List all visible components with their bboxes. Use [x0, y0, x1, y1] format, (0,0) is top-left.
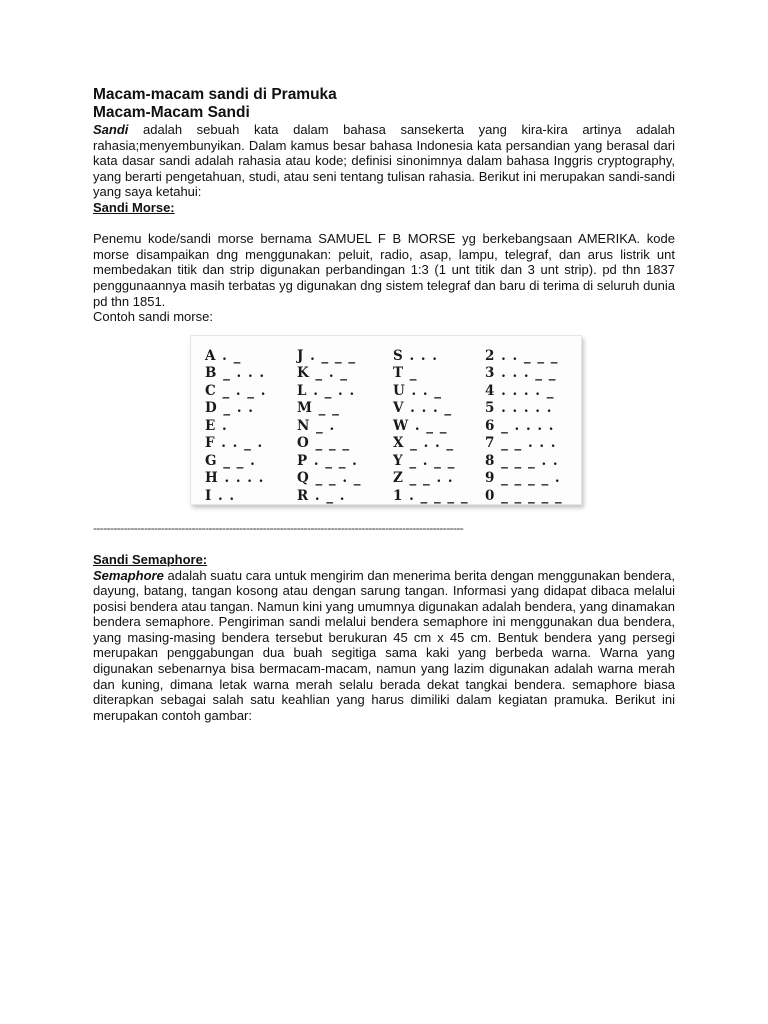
morse-entry: O _ _ _ [297, 435, 351, 452]
morse-entry: 8 _ _ _ . . [485, 452, 559, 469]
morse-entry: 3 . . . _ _ [485, 365, 557, 382]
page-subtitle: Macam-Macam Sandi [93, 104, 250, 121]
morse-column-1 [205, 348, 266, 506]
morse-entry: T _ [393, 365, 418, 382]
morse-entry: I . . [205, 487, 236, 504]
morse-entry: P . _ _ . [297, 452, 358, 469]
morse-entry: B _ . . . [205, 365, 266, 382]
morse-column-3 [393, 348, 469, 506]
morse-entry: 1 . _ _ _ _ [393, 487, 469, 504]
morse-entry: L . _ . . [297, 382, 356, 399]
morse-entry: N _ . [297, 417, 336, 434]
semaphore-term: Semaphore [93, 567, 164, 583]
morse-entry: J . _ _ _ [297, 347, 357, 364]
morse-entry: Q _ _ . _ [297, 470, 362, 487]
morse-entry: W . _ _ [393, 417, 448, 434]
morse-paragraph: Penemu kode/sandi morse bernama SAMUEL F B MORSE yg berkebangsaan AMERIKA. kode morse disampaikan dng menggunakan: peluit, radio, asap, lampu, telegraf, dan arus listrik unt membedakan titik dan strip digunakan perbandingan 1:3 (1 unt titik dan 3 unt strip). pd thn 1837 penggunaannya masih terbatas yg digunakan dng sistem telegraf dan baru di terima di seluruh dunia pd thn 1851. [93, 231, 675, 309]
morse-entry: E . [205, 417, 228, 434]
document-content [93, 86, 675, 723]
morse-entry: D _ . . [205, 400, 254, 417]
morse-entry: U . . _ [393, 382, 443, 399]
semaphore-text: adalah suatu cara untuk mengirim dan menerima berita dengan menggunakan bendera, dayung, batang, tangan kosong atau dengan sarung tangan. Informasi yang didapat dibaca melalui posisi bendera atau tangan. Namun kini yang umumnya digunakan adalah bendera, yang dinamakan bendera semaphore. Pengiriman sandi melalui bendera semaphore ini menggunakan dua bendera, yang masing-masing bendera tersebut berukuran 45 cm x 45 cm. Bentuk bendera yang persegi merupakan penggabungan dua buah segitiga sama kaki yang berbeda warna. Warna yang digunakan sebenarnya bisa bermacam-macam, namun yang lazim digunakan adalah warna merah dan kuning, dimana letak warna merah selalu berada dekat tangkai bendera. semaphore biasa diterapkan sebagai salah satu keahlian yang harus dimiliki dalam kegiatan pramuka. Berikut ini merupakan contoh gambar: [93, 567, 675, 723]
morse-entry: C _ . _ . [205, 382, 267, 399]
morse-entry: A . _ [205, 347, 242, 364]
morse-entry: 7 _ _ . . . [485, 435, 557, 452]
section-divider: ------------------------------------------------------------------------------------------------------------- [93, 520, 464, 535]
morse-entry: 2 . . _ _ _ [485, 347, 559, 364]
morse-example-label: Contoh sandi morse: [93, 309, 213, 325]
morse-entry: V . . . _ [393, 400, 453, 417]
morse-entry: 5 . . . . . [485, 400, 553, 417]
morse-entry: 9 _ _ _ _ . [485, 470, 561, 487]
morse-entry: Z _ _ . . [393, 470, 454, 487]
intro-term: Sandi [93, 122, 129, 137]
morse-column-2 [297, 348, 362, 506]
morse-entry: R . _ . [297, 487, 346, 504]
morse-entry: 0 _ _ _ _ _ [485, 487, 563, 504]
page-title: Macam-macam sandi di Pramuka [93, 86, 337, 103]
morse-entry: 4 . . . . _ [485, 382, 555, 399]
intro-text: adalah sebuah kata dalam bahasa sansekerta yang kira-kira artinya adalah rahasia;menyembunyikan. Dalam kamus besar bahasa Indonesia kata persandian yang berasal dari kata dasar sandi adalah rahasia atau kode; definisi sinonimnya dalam bahasa Inggris cryptography, yang berarti pengetahuan, studi, atau seni tentang tulisan rahasia. Berikut ini merupakan sandi-sandi yang saya ketahui: [93, 122, 675, 200]
semaphore-heading: Sandi Semaphore: [93, 551, 208, 567]
morse-entry: Y _ . _ _ [393, 452, 456, 469]
morse-entry: K _ . _ [297, 365, 349, 382]
morse-entry: G _ _ . [205, 452, 256, 469]
morse-column-4 [485, 348, 563, 506]
intro-paragraph [93, 122, 675, 200]
morse-entry: 6 _ . . . . [485, 417, 555, 434]
morse-entry: H . . . . [205, 470, 265, 487]
semaphore-paragraph [93, 568, 675, 724]
morse-entry: S . . . [393, 347, 438, 364]
morse-entry: M _ _ [297, 400, 340, 417]
morse-entry: X _ . . _ [393, 435, 455, 452]
morse-heading: Sandi Morse: [93, 199, 175, 215]
morse-code-table [190, 335, 582, 505]
morse-entry: F . . _ . [205, 435, 264, 452]
